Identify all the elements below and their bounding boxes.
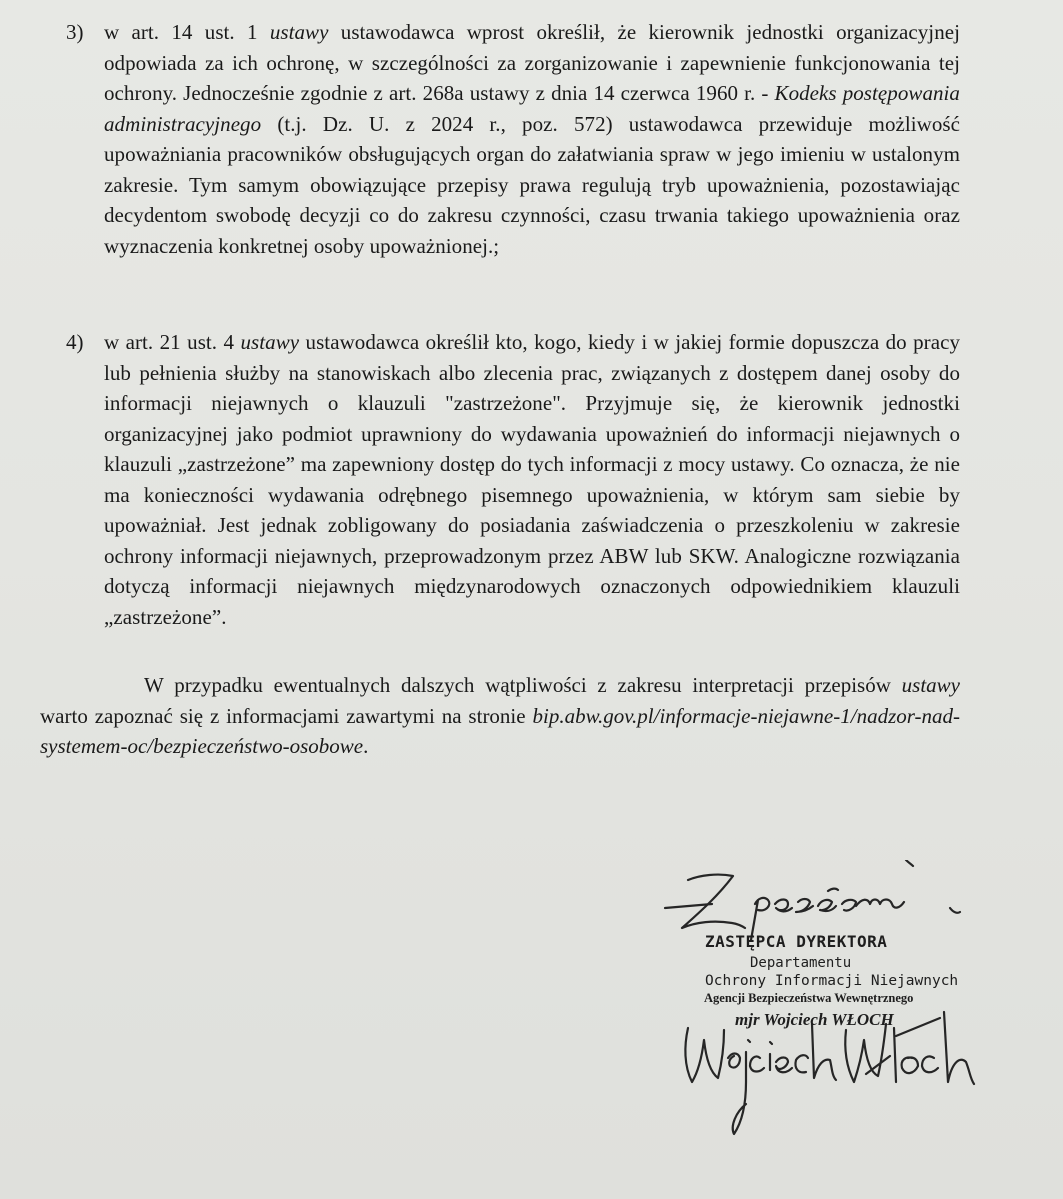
text-run: w art. 21 ust. 4 — [104, 330, 241, 354]
handwritten-greeting — [665, 860, 960, 940]
stamp-position: ZASTĘPCA DYREKTORA — [705, 932, 888, 951]
stamp-department: Departamentu — [750, 955, 852, 971]
handwritten-signature — [685, 1012, 974, 1134]
list-item-3 — [40, 17, 975, 261]
stamp-agency: Agencji Bezpieczeństwa Wewnętrznego — [704, 991, 914, 1005]
stamp-name: mjr Wojciech WŁOCH — [735, 1010, 894, 1029]
text-run: ustawodawca wprost określił, że kierownik jednostki organizacyjnej odpowiada za ich ochronę, w szczególności za zorganizowanie i zapewnienie funkcjonowania tej ochrony. Jednocześnie zgodnie z art. 268a ustawy z dnia 14 czerwca 1960 r. - — [104, 20, 960, 105]
item-number: 4) — [66, 330, 84, 354]
item-text — [104, 17, 960, 261]
item-number: 3) — [66, 20, 84, 44]
item-text — [104, 327, 960, 632]
text-run: W przypadku ewentualnych dalszych wątpliwości z zakresu interpretacji przepisów — [144, 673, 902, 697]
text-run: ustawodawca określił kto, kogo, kiedy i w jakiej formie dopuszcza do pracy lub pełnienia służby na stanowiskach albo zlecenia prac, związanych z dostępem danej osoby do informacji niejawnych o klauzuli "zastrzeżone". Przyjmuje się, że kierownik jednostki organizacyjnej jako podmiot uprawniony do wydawania upoważnień do informacji niejawnych o klauzuli „zastrzeżone” ma zapewniony dostęp do tych informacji z mocy ustawy. Co oznacza, że nie ma konieczności wydawania odrębnego pisemnego upoważnienia, w którym sam siebie by upoważniał. Jest jednak zobligowany do posiadania zaświadczenia o przeszkoleniu w zakresie ochrony informacji niejawnych, przeprowadzonym przez ABW lub SKW. Analogiczne rozwiązania dotyczą informacji niejawnych międzynarodowych oznaczonych odpowiednikiem klauzuli „zastrzeżone”. — [104, 330, 961, 629]
italic-run: Kodeks postępowania administracyjnego — [104, 81, 960, 136]
italic-run: ustawy — [269, 20, 329, 44]
italic-run: ustawy — [240, 330, 300, 354]
text-run: w art. 14 ust. 1 — [104, 20, 270, 44]
closing-paragraph — [40, 670, 960, 762]
signature-block — [600, 860, 1040, 1160]
text-run: . — [363, 734, 369, 758]
stamp-office: Ochrony Informacji Niejawnych — [705, 973, 959, 989]
text-run: (t.j. Dz. U. z 2024 r., poz. 572) ustawodawca przewiduje możliwość upoważniania pracowników obsługujących organ do załatwiania spraw w jego imieniu w ustalonym zakresie. Tym samym obowiązujące przepisy prawa regulują tryb upoważnienia, pozostawiając decydentom swobodę decyzji co do zakresu czynności, czasu trwania takiego upoważnienia oraz wyznaczenia konkretnej osoby upoważnionej.; — [104, 111, 960, 258]
text-run: warto zapoznać się z informacjami zawartymi na stronie — [40, 703, 533, 728]
list-item-4 — [40, 327, 975, 632]
italic-run: bip.abw.gov.pl/informacje-niejawne-1/nadzor-nad-systemem-oc/bezpieczeństwo-osobowe — [40, 703, 960, 758]
italic-run: ustawy — [901, 673, 960, 697]
